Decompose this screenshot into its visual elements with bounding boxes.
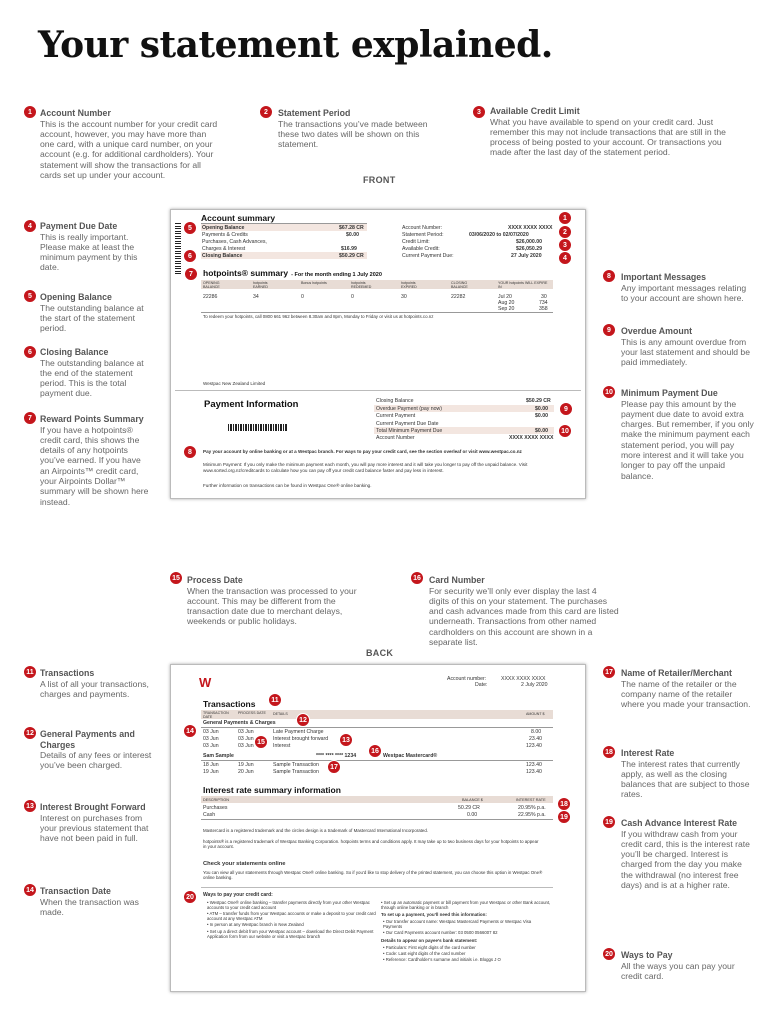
payment-barcode <box>228 424 288 431</box>
side-barcode <box>175 222 181 274</box>
front-statement: Account summary Opening Balance $67.28 CR Payments & Credits $0.00 Purchases, Cash Advances, Charges & Interest $16.99 Closing Balance $50.29 CR Account Number: XXXX XXXX XXXX Statement Period: 03/06/2020 to 02/07/2020 Credit Limit: $26,000.00 Available Credit: $26,050.29 Current Payment Due: 27 July 2020 hotpoints® summary - For the month ending 1 July 2020 OPENING BALANCE hotpoints EARNED Bonus hotpoints hotpoints REDEEMED hotpoints EXPIRED CLOSING BALANCE YOUR hotpoints WILL EXPIRE IN 22286 34 0 0 30 22282 Jul 20 30 Aug 20 734 Sep 20 358 To redeem your hotpoints, call 0800 661 962 between 8.30am and 8pm, Monday to Friday or visit us at hotpoints.co.nz Westpac New Zealand Limited Payment Information Closing Balance $50.29 CR Overdue Payment (pay now) $0.00 Current Payment $0.00 Current Payment Due Date Total Minimum Payment Due $0.00 Account Number XXXX XXXX XXXX Pay your account by online banking or at a Westpac branch. For ways to pay your credit card, see the section overleaf or visit www.westpac.co.nz Minimum Payment: If you only make the minimum payment each month, you will pay more interest and it will take you longer to pay off the unpaid balance. Visit www.sorted.org.nz/creditcards to calculate how you can pay off your credit card balance faster and pay less in interest. Further information on transactions can be found in Westpac One® online banking. <box>170 209 586 499</box>
front-label: FRONT <box>363 175 396 185</box>
hotpoints-title: hotpoints® summary - For the month ending 1 July 2020 <box>203 268 382 278</box>
page-title: Your statement explained. <box>38 24 553 66</box>
interest-rate-title: Interest rate summary information <box>203 785 341 795</box>
marker-1: 1 <box>23 105 37 119</box>
transactions-title: Transactions <box>203 699 256 709</box>
back-label: BACK <box>366 648 394 658</box>
account-summary-title: Account summary <box>201 213 276 223</box>
payment-info-title: Payment Information <box>204 399 299 410</box>
westpac-logo: W <box>199 675 211 690</box>
back-statement: W Account number: XXXX XXXX XXXX Date: 2 July 2020 Transactions TRANSACTION DATE PROCESS DATE DETAILS AMOUNT $ General Payments & Charges 03 Jun 03 Jun Late Payment Charge 8.00 03 Jun 03 Jun Interest brought forward 23.40 03 Jun 03 Jun Interest 123.40 Sam Sample **** **** **** 1234 Westpac Mastercard® 18 Jun 19 Jun Sample Transaction 123.40 19 Jun 20 Jun Sample Transaction 123.40 Interest rate summary information DESCRIPTION BALANCE $ INTEREST RATE Purchases 50.29 CR 20.95% p.a. Cash 0.00 22.95% p.a. Mastercard is a registered trademark and the circles design is a trademark of Mastercard International Incorporated. hotpoints® is a registered trademark of Westpac Banking Corporation. hotpoints terms and conditions apply. It may take up to two business days for your hotpoints to appear in your account. Check your statements online You can view all your statements through Westpac One® online banking. So if you’d like to stop delivery of the printed statement, you can choose this option in Westpac One® online banking. Ways to pay your credit card: • Westpac One® online banking – transfer payments directly from your other Westpac accounts to your credit card account • ATM – transfer funds from your Westpac accounts or make a deposit to your credit card account at any Westpac ATM • In person at any Westpac branch in New Zealand • Set up a direct debit from your Westpac account – download the Direct Debit Payment Application form from our website or visit a Westpac branch • Set up an automatic payment or bill payment from your Westpac or other Bank account, through online banking or in branch To set up a payment, you’ll need this information: • Our transfer account name: Westpac Mastercard Payments or Westpac Visa Payments • Our Card Payments account number: 03 0500 0566007 82 Details to appear on payee’s bank statement: • Particulars: First eight digits of the card number • Code: Last eight digits of the card number • Reference: Cardholder’s surname and initials i.e. Bloggs J O <box>170 664 586 992</box>
